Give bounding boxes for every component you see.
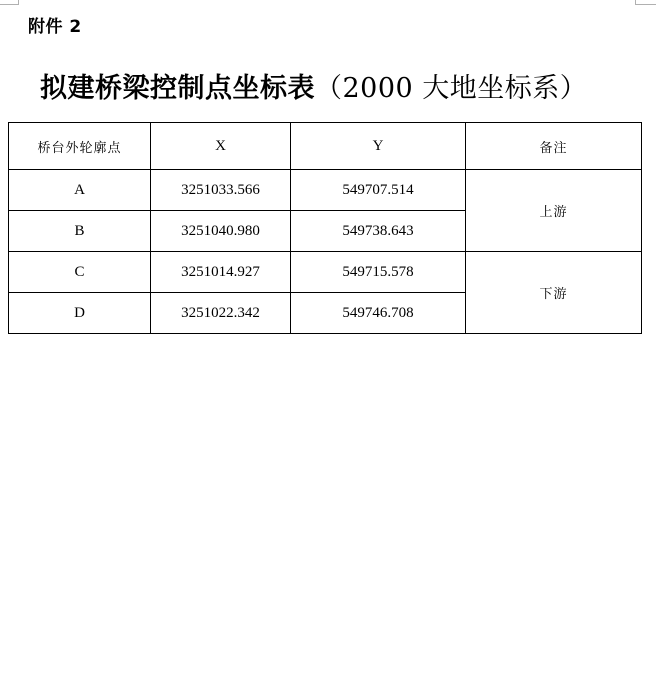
point-name: B [9,211,151,252]
document-title [40,66,587,105]
x-coordinate: 3251022.342 [151,293,291,334]
y-coordinate: 549707.514 [291,170,466,211]
header-x: X [151,123,291,170]
x-coordinate: 3251040.980 [151,211,291,252]
note-upstream: 上游 [466,170,642,252]
point-name: D [9,293,151,334]
y-coordinate: 549738.643 [291,211,466,252]
attachment-label: 附件 2 [28,17,82,37]
crop-mark-top-left [0,0,19,5]
table-row [9,252,642,293]
y-coordinate: 549746.708 [291,293,466,334]
crop-mark-top-right [635,0,656,5]
header-point: 桥台外轮廓点 [9,123,151,170]
y-coordinate: 549715.578 [291,252,466,293]
header-y: Y [291,123,466,170]
title-main: 拟建桥梁控制点坐标表 [40,73,315,104]
point-name: A [9,170,151,211]
header-note: 备注 [466,123,642,170]
x-coordinate: 3251033.566 [151,170,291,211]
title-coordinate-system: （2000 大地坐标系） [315,73,588,104]
table-row [9,170,642,211]
control-point-table [8,122,642,334]
x-coordinate: 3251014.927 [151,252,291,293]
table-header-row [9,123,642,170]
note-downstream: 下游 [466,252,642,334]
point-name: C [9,252,151,293]
